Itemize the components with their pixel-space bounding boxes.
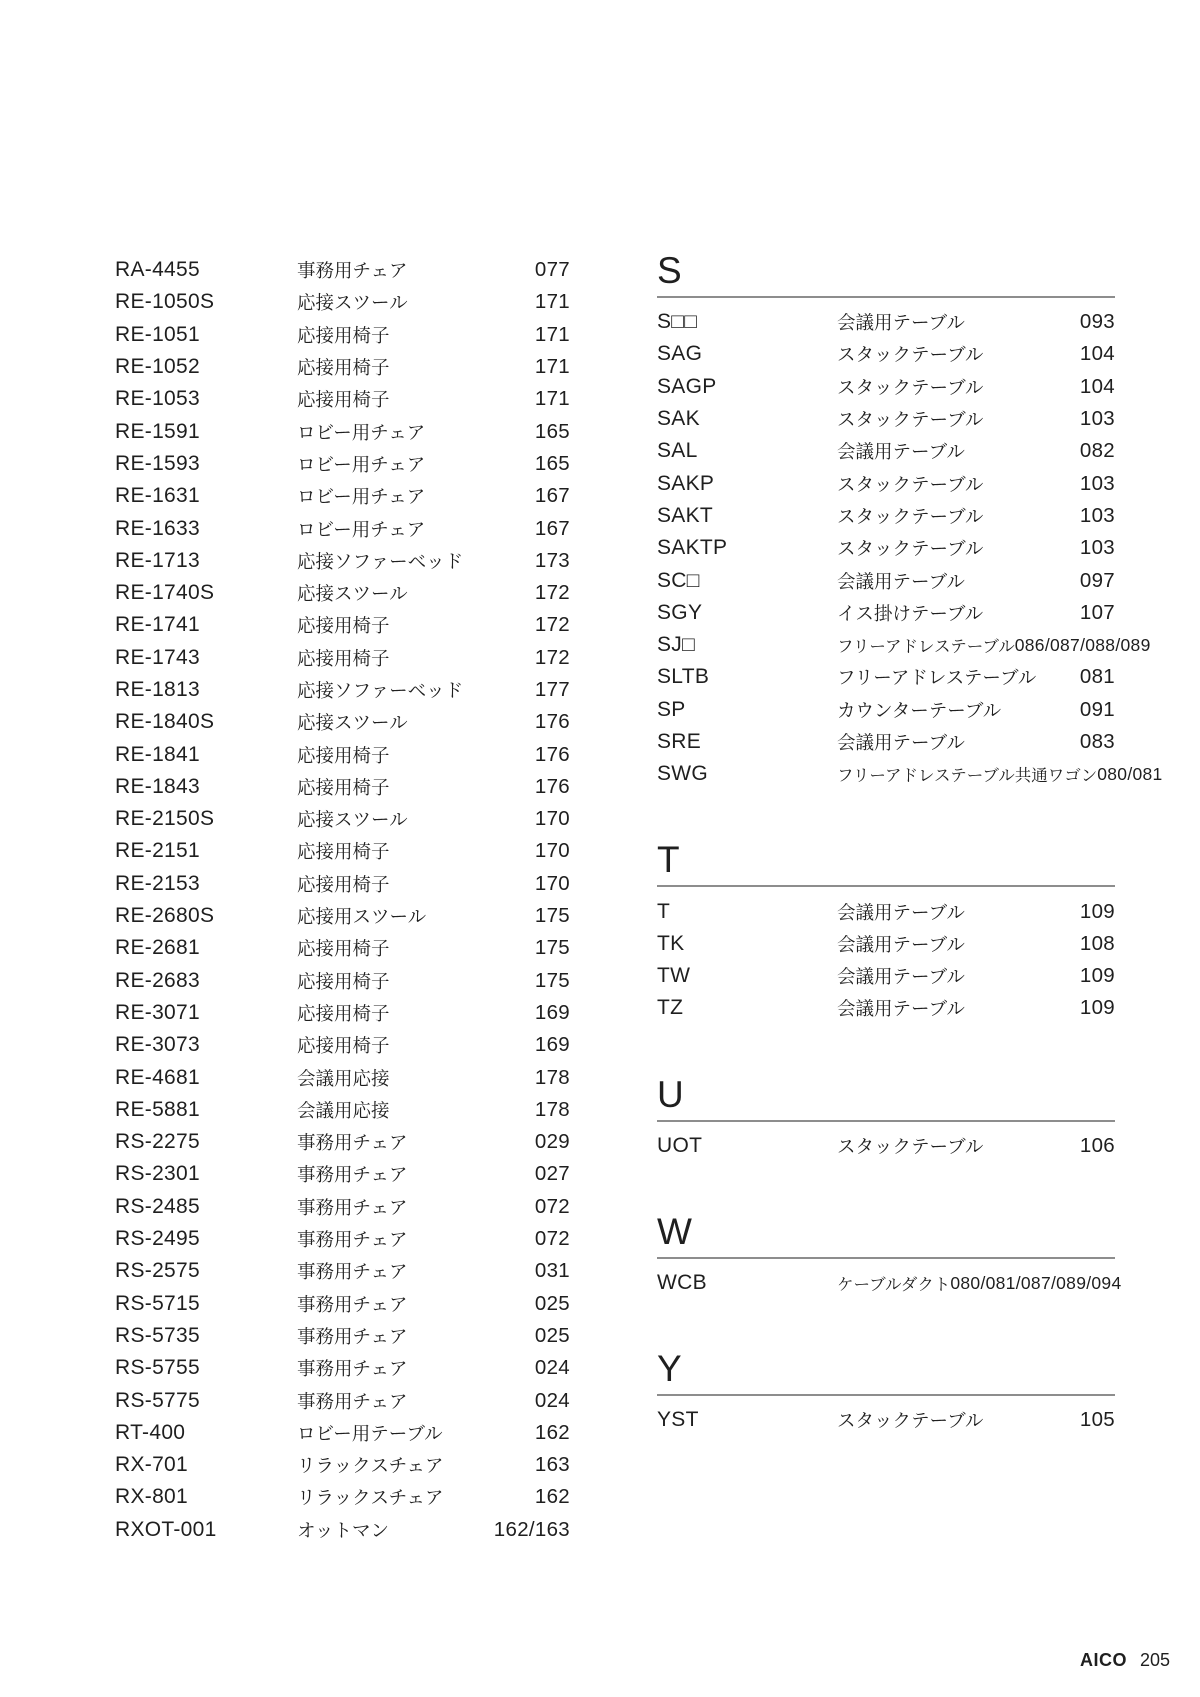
page-ref: 107 — [1079, 600, 1115, 624]
product-category: 応接用椅子 — [297, 841, 390, 863]
page-ref: 178 — [534, 1097, 570, 1121]
index-row — [115, 771, 570, 803]
section-rows — [657, 1130, 1115, 1162]
index-column-right — [657, 250, 1163, 1489]
page-ref: 103 — [1079, 536, 1115, 560]
page-ref: 163 — [534, 1453, 570, 1477]
product-code: TZ — [657, 996, 684, 1020]
index-row — [115, 319, 570, 351]
product-category: 事務用チェア — [297, 1390, 408, 1412]
section-rows — [657, 1404, 1115, 1436]
product-code: WCB — [657, 1271, 707, 1295]
page-ref: 170 — [534, 807, 570, 831]
product-category: 会議用テーブル — [837, 966, 965, 988]
section-letter: T — [657, 842, 1115, 887]
product-category: ロビー用チェア — [297, 486, 426, 508]
product-code: SC□ — [657, 568, 700, 592]
product-category: 会議用テーブル — [837, 901, 965, 923]
product-category: 応接スツール — [297, 292, 408, 314]
product-code: RA-4455 — [115, 258, 200, 282]
index-row — [657, 1130, 1115, 1162]
product-code: RE-2683 — [115, 968, 200, 992]
product-category: 会議用応接 — [297, 1067, 390, 1089]
page-ref: 027 — [534, 1162, 570, 1186]
index-row — [115, 1126, 570, 1158]
index-row — [657, 467, 1115, 499]
product-category: 事務用チェア — [297, 260, 408, 282]
product-category: 応接用スツール — [297, 906, 427, 928]
section-rows — [657, 895, 1115, 1024]
product-category: スタックテーブル — [837, 538, 984, 560]
product-category: ロビー用テーブル — [297, 1422, 443, 1444]
page-ref: 031 — [534, 1259, 570, 1283]
index-row — [115, 932, 570, 964]
index-section-y — [657, 1348, 1115, 1436]
product-code: RE-1840S — [115, 710, 215, 734]
product-code: RE-1843 — [115, 774, 200, 798]
page-ref: 172 — [534, 645, 570, 669]
page-ref: 172 — [534, 613, 570, 637]
product-category: フリーアドレステーブル共通ワゴン — [837, 767, 1098, 786]
page-ref: 165 — [534, 451, 570, 475]
product-category: 応接スツール — [297, 809, 408, 831]
product-code: RS-2495 — [115, 1227, 200, 1251]
index-row — [657, 758, 1163, 790]
product-category: フリーアドレステーブル — [837, 667, 1037, 689]
index-row — [115, 286, 570, 318]
product-code: RS-2485 — [115, 1194, 200, 1218]
index-row — [115, 1288, 570, 1320]
page-ref: 072 — [534, 1194, 570, 1218]
page-ref: 106 — [1079, 1133, 1115, 1157]
page-ref: 176 — [534, 710, 570, 734]
index-row — [115, 1417, 570, 1449]
index-row — [115, 577, 570, 609]
product-code: RE-1743 — [115, 645, 200, 669]
page-ref: 024 — [534, 1388, 570, 1412]
index-row — [657, 992, 1115, 1024]
index-row — [115, 674, 570, 706]
page-ref: 024 — [534, 1356, 570, 1380]
section-rows — [657, 1267, 1122, 1299]
product-category: 応接用椅子 — [297, 776, 390, 798]
product-code: RE-2153 — [115, 871, 200, 895]
page-ref: 109 — [1079, 996, 1115, 1020]
product-code: S□□ — [657, 310, 698, 334]
index-row — [657, 895, 1115, 927]
product-code: RE-4681 — [115, 1065, 200, 1089]
index-row — [115, 545, 570, 577]
page-ref: 081 — [1079, 665, 1115, 689]
page-ref: 175 — [534, 936, 570, 960]
product-category: リラックスチェア — [297, 1487, 444, 1509]
product-code: RS-2575 — [115, 1259, 200, 1283]
product-code: RS-5755 — [115, 1356, 200, 1380]
product-category: 応接用椅子 — [297, 389, 390, 411]
product-category: スタックテーブル — [837, 376, 984, 398]
product-category: 会議用テーブル — [837, 312, 965, 334]
page-ref: 175 — [534, 968, 570, 992]
index-row — [115, 900, 570, 932]
product-code: UOT — [657, 1133, 703, 1157]
page-ref: 175 — [534, 904, 570, 928]
page-ref: 080/081 — [1097, 763, 1163, 784]
page-ref: 104 — [1079, 342, 1115, 366]
product-code: RX-801 — [115, 1485, 189, 1509]
page-ref: 172 — [534, 581, 570, 605]
product-category: 事務用チェア — [297, 1325, 408, 1347]
product-code: RE-3073 — [115, 1033, 200, 1057]
product-category: 応接用椅子 — [297, 938, 390, 960]
product-category: 応接用椅子 — [297, 647, 390, 669]
product-category: 会議用テーブル — [837, 998, 965, 1020]
index-row — [657, 532, 1115, 564]
page-ref: 097 — [1079, 568, 1115, 592]
product-category: ロビー用チェア — [297, 421, 426, 443]
page-ref: 029 — [534, 1130, 570, 1154]
index-row — [657, 338, 1115, 370]
page-ref: 165 — [534, 419, 570, 443]
index-row — [657, 500, 1115, 532]
page-ref: 169 — [534, 1000, 570, 1024]
product-code: RE-1593 — [115, 451, 200, 475]
product-code: RS-2275 — [115, 1130, 200, 1154]
product-category: 事務用チェア — [297, 1164, 408, 1186]
product-category: リラックスチェア — [297, 1455, 444, 1477]
page-ref: 086/087/088/089 — [1014, 634, 1151, 655]
product-code: RS-5735 — [115, 1323, 200, 1347]
index-section-u — [657, 1073, 1115, 1162]
product-code: T — [657, 899, 671, 923]
index-column-left — [115, 254, 570, 1546]
index-row — [115, 1094, 570, 1126]
index-row — [657, 597, 1115, 629]
index-row — [657, 629, 1151, 661]
product-category: 応接用椅子 — [297, 970, 390, 992]
page-ref: 170 — [534, 871, 570, 895]
page-ref: 162 — [534, 1485, 570, 1509]
product-category: 会議用応接 — [297, 1099, 390, 1121]
page-ref: 109 — [1079, 899, 1115, 923]
product-code: RS-5775 — [115, 1388, 200, 1412]
product-category: 応接用椅子 — [297, 615, 390, 637]
product-code: SP — [657, 697, 686, 721]
product-code: RE-1633 — [115, 516, 200, 540]
index-row — [115, 1191, 570, 1223]
page-ref: 171 — [534, 322, 570, 346]
product-category: 事務用チェア — [297, 1229, 408, 1251]
product-category: 事務用チェア — [297, 1132, 408, 1154]
product-category: 応接スツール — [297, 583, 408, 605]
product-category: 会議用テーブル — [837, 441, 965, 463]
index-row — [115, 351, 570, 383]
index-row — [115, 803, 570, 835]
index-row — [115, 512, 570, 544]
page-ref: 170 — [534, 839, 570, 863]
index-row — [115, 1481, 570, 1513]
product-code: SAKP — [657, 471, 715, 495]
index-row — [657, 1404, 1115, 1436]
page-ref: 173 — [534, 548, 570, 572]
index-row — [115, 415, 570, 447]
product-category: 事務用チェア — [297, 1261, 408, 1283]
product-code: SAKTP — [657, 536, 728, 560]
product-category: 応接スツール — [297, 712, 408, 734]
product-code: TK — [657, 931, 685, 955]
product-code: RE-2151 — [115, 839, 200, 863]
product-code: RE-1050S — [115, 290, 215, 314]
product-code: SRE — [657, 730, 702, 753]
page-ref: 105 — [1079, 1408, 1115, 1432]
product-category: 事務用チェア — [297, 1293, 408, 1315]
page-number: 205 — [1139, 1650, 1170, 1670]
index-row — [115, 1449, 570, 1481]
index-section-t — [657, 839, 1115, 1024]
page-ref: 177 — [534, 678, 570, 701]
product-code: YST — [657, 1408, 699, 1432]
page-ref: 083 — [1079, 730, 1115, 753]
index-row — [657, 726, 1115, 758]
product-code: RE-1740S — [115, 581, 215, 605]
product-code: RXOT-001 — [115, 1517, 217, 1541]
section-letter: Y — [657, 1351, 1115, 1396]
product-category: 会議用テーブル — [837, 570, 965, 592]
page-ref: 171 — [534, 290, 570, 314]
product-code: RE-1051 — [115, 322, 200, 346]
section-letter: S — [657, 253, 1115, 298]
index-row — [657, 928, 1115, 960]
index-row — [115, 1029, 570, 1061]
product-code: RE-3071 — [115, 1000, 200, 1024]
section-rows — [657, 306, 1163, 790]
product-code: RE-1052 — [115, 355, 200, 379]
page-ref: 082 — [1079, 439, 1115, 463]
page-footer — [1080, 1650, 1170, 1671]
product-category: スタックテーブル — [837, 1135, 984, 1157]
index-row — [115, 254, 570, 286]
product-category: スタックテーブル — [837, 344, 984, 366]
product-category: ケーブルダクト — [837, 1276, 951, 1295]
product-code: RE-2680S — [115, 904, 215, 928]
index-row — [115, 738, 570, 770]
product-category: 応接用椅子 — [297, 1002, 390, 1024]
product-category: 会議用テーブル — [837, 933, 965, 955]
index-row — [657, 960, 1115, 992]
index-row — [657, 371, 1115, 403]
product-code: RE-1631 — [115, 484, 200, 508]
product-category: スタックテーブル — [837, 505, 984, 527]
page-ref: 104 — [1079, 374, 1115, 398]
index-row — [115, 1223, 570, 1255]
product-code: SAK — [657, 407, 700, 431]
index-row — [115, 642, 570, 674]
index-row — [115, 868, 570, 900]
product-code: SLTB — [657, 665, 710, 689]
product-category: オットマン — [297, 1519, 389, 1541]
product-category: スタックテーブル — [837, 473, 984, 495]
page-ref: 167 — [534, 484, 570, 508]
product-category: カウンターテーブル — [837, 699, 1002, 721]
product-code: SAGP — [657, 374, 717, 398]
product-category: 事務用チェア — [297, 1196, 408, 1218]
product-category: 応接用椅子 — [297, 1035, 390, 1057]
page-ref: 093 — [1079, 310, 1115, 334]
index-row — [657, 306, 1115, 338]
page-ref: 162/163 — [493, 1517, 570, 1541]
product-code: RS-5715 — [115, 1291, 200, 1315]
product-category: 応接用椅子 — [297, 357, 390, 379]
index-row — [657, 403, 1115, 435]
product-code: RE-2681 — [115, 936, 200, 960]
product-category: 事務用チェア — [297, 1358, 408, 1380]
product-code: RE-1813 — [115, 678, 200, 701]
product-category: ロビー用チェア — [297, 518, 426, 540]
product-category: 応接ソファーベッド — [297, 680, 464, 701]
product-category: 会議用テーブル — [837, 732, 965, 753]
product-category: スタックテーブル — [837, 1410, 984, 1432]
index-row — [115, 965, 570, 997]
product-code: RX-701 — [115, 1453, 189, 1477]
product-code: SJ□ — [657, 633, 696, 657]
index-row — [115, 1352, 570, 1384]
product-category: 応接用椅子 — [297, 324, 390, 346]
product-category: スタックテーブル — [837, 409, 984, 431]
index-row — [115, 383, 570, 415]
product-category: 応接ソファーベッド — [297, 550, 464, 572]
product-category: ロビー用チェア — [297, 453, 426, 475]
index-row — [115, 997, 570, 1029]
product-code: SAG — [657, 342, 703, 366]
page-ref: 103 — [1079, 407, 1115, 431]
page-ref: 072 — [534, 1227, 570, 1251]
page-ref: 162 — [534, 1420, 570, 1444]
page-ref: 167 — [534, 516, 570, 540]
index-section-s — [657, 250, 1163, 790]
page-ref: 108 — [1079, 931, 1115, 955]
product-code: RE-5881 — [115, 1097, 200, 1121]
product-code: RE-1053 — [115, 387, 200, 411]
product-category: イス掛けテーブル — [837, 602, 984, 624]
index-row — [115, 1061, 570, 1093]
index-row — [115, 1158, 570, 1190]
page-ref: 176 — [534, 774, 570, 798]
page-ref: 178 — [534, 1065, 570, 1089]
page-ref: 103 — [1079, 503, 1115, 527]
index-row — [115, 480, 570, 512]
index-row — [657, 435, 1115, 467]
page-ref: 103 — [1079, 471, 1115, 495]
product-code: TW — [657, 964, 691, 988]
page-ref: 171 — [534, 355, 570, 379]
page-ref: 080/081/087/089/094 — [950, 1272, 1122, 1293]
index-row — [657, 1267, 1122, 1299]
product-code: SWG — [657, 762, 709, 786]
product-code: RE-2150S — [115, 807, 215, 831]
page-ref: 077 — [534, 258, 570, 282]
page-ref: 025 — [534, 1291, 570, 1315]
product-category: 応接用椅子 — [297, 873, 390, 895]
index-row — [115, 706, 570, 738]
index-row — [657, 564, 1115, 596]
page-ref: 176 — [534, 742, 570, 766]
product-code: RE-1713 — [115, 548, 200, 572]
index-row — [115, 1255, 570, 1287]
index-section-w — [657, 1210, 1122, 1299]
section-letter: W — [657, 1214, 1115, 1259]
index-row — [657, 661, 1115, 693]
product-code: SGY — [657, 600, 703, 624]
index-row — [115, 835, 570, 867]
index-row — [115, 448, 570, 480]
page-ref: 171 — [534, 387, 570, 411]
product-category: 応接用椅子 — [297, 744, 390, 766]
product-code: RT-400 — [115, 1420, 186, 1444]
index-row — [115, 609, 570, 641]
page-ref: 169 — [534, 1033, 570, 1057]
product-code: RS-2301 — [115, 1162, 200, 1186]
product-code: RE-1841 — [115, 742, 200, 766]
product-code: RE-1591 — [115, 419, 200, 443]
brand-logo: AICO — [1079, 1650, 1127, 1670]
product-code: RE-1741 — [115, 613, 200, 637]
index-row — [115, 1514, 570, 1546]
page-ref: 091 — [1079, 697, 1115, 721]
page-ref: 025 — [534, 1323, 570, 1347]
product-category: フリーアドレステーブル — [837, 638, 1015, 657]
index-row — [115, 1320, 570, 1352]
product-code: SAL — [657, 439, 698, 463]
page-ref: 109 — [1079, 964, 1115, 988]
section-letter: U — [657, 1077, 1115, 1122]
index-row — [115, 1384, 570, 1416]
index-row — [657, 694, 1115, 726]
product-code: SAKT — [657, 503, 714, 527]
